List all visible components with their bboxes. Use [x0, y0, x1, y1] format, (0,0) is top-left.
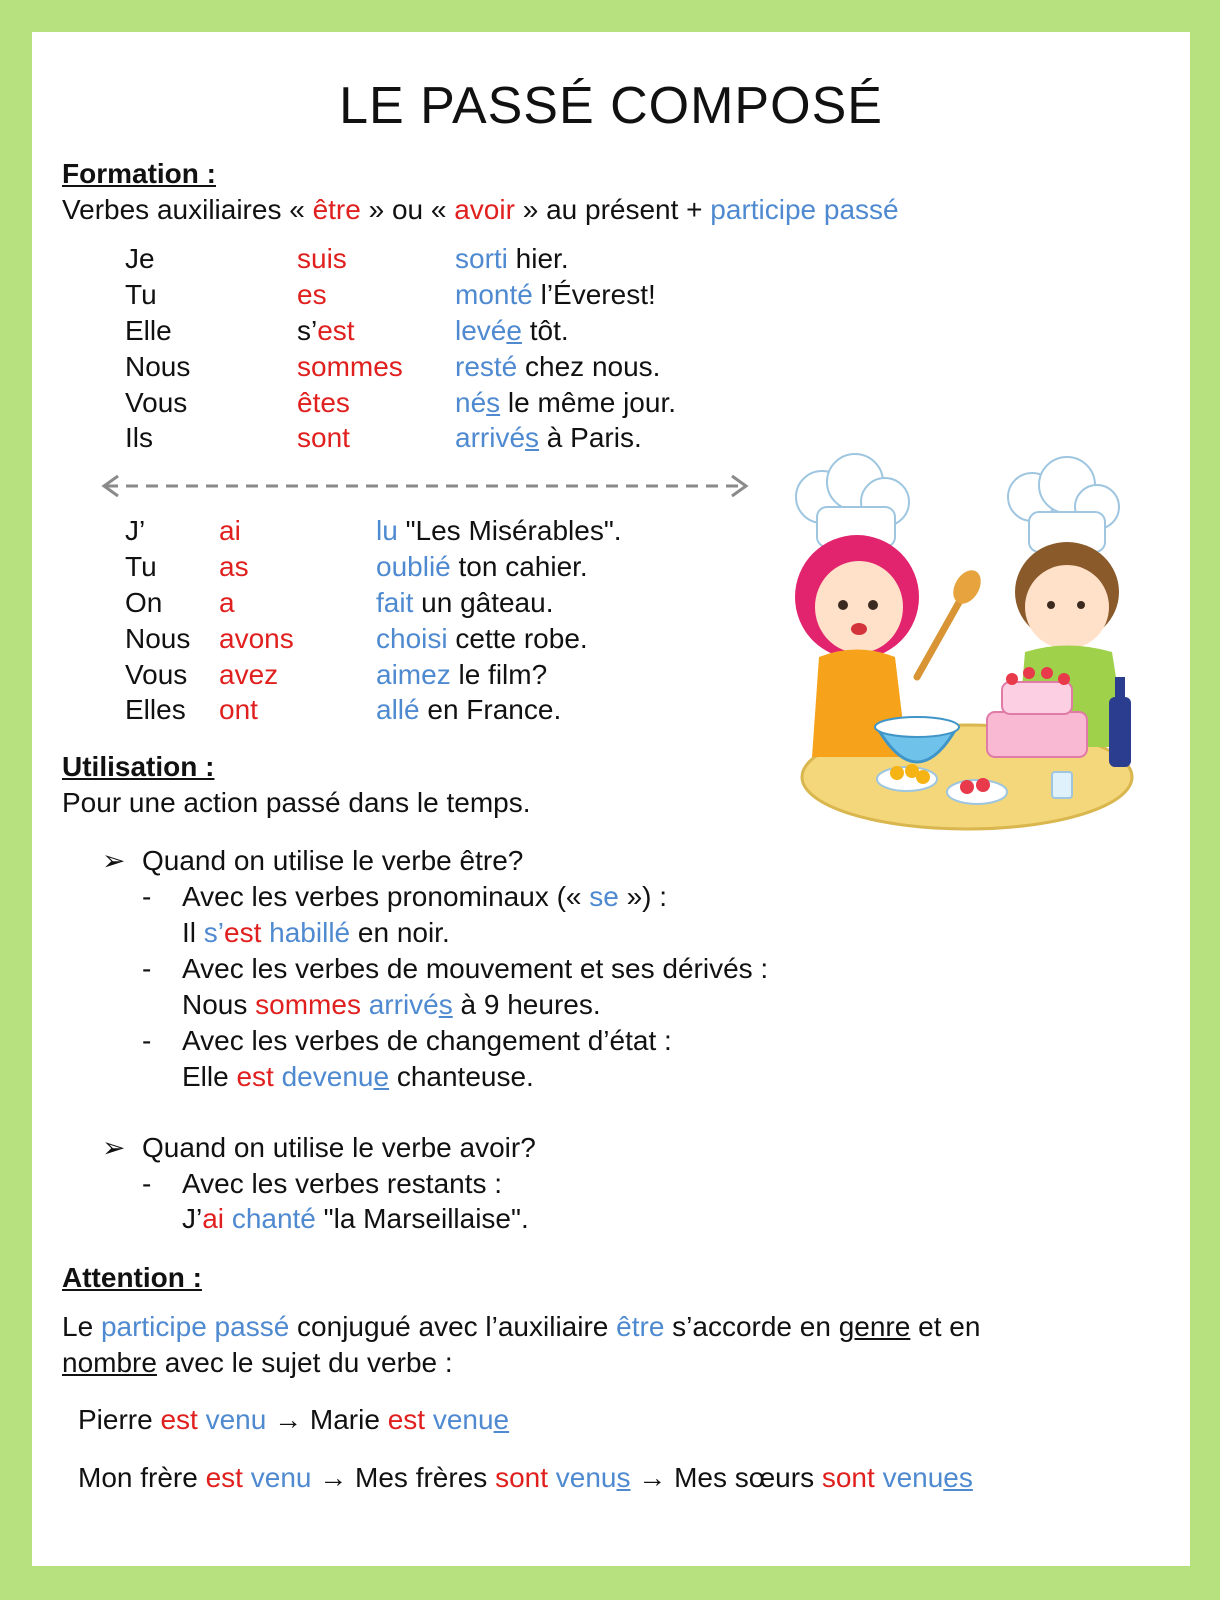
- etre-example-1: Il s’est habillé en noir.: [182, 917, 450, 948]
- right-arrow-icon: →: [266, 1404, 310, 1435]
- boy-chef-hat: [1008, 457, 1119, 552]
- utilisation-text: Pour une action passé dans le temps.: [62, 787, 531, 818]
- avoir-question: Quand on utilise le verbe avoir?: [142, 1132, 536, 1163]
- agreement-example-1: Pierre est venu → Marie est venue: [78, 1404, 510, 1435]
- etre-point-changement: Avec les verbes de changement d’état :: [182, 1025, 672, 1056]
- agreement-example-2: Mon frère est venu → Mes frères sont venus → Mes sœurs sont venues: [78, 1462, 973, 1493]
- dash-bullet: -: [142, 881, 152, 912]
- attention-rule-line2: nombre avec le sujet du verbe :: [62, 1347, 453, 1378]
- page-title: LE PASSÉ COMPOSÉ: [339, 77, 883, 135]
- worksheet-card: LE PASSÉ COMPOSÉ Formation : Verbes auxiliaires « être » ou « avoir » au présent + participe passé Je suis sorti hier. Tu es monté l’Éverest! Elle s’est levée tôt. Nous sommes resté chez nous. Vous êtes nés le même jour. Ils sont arrivés à Paris. J’ ai lu "Les Misérables". Tu as oublié ton cahier. On a fait un gâteau. Nous avons choisi cette robe. Vous avez aimez le film? Elles ont allé en France. Utilisation : Pour une action passé dans le temps. ➢ Quand on utilise le verbe être? - Avec les verbes pronominaux (« se ») : Il s’est habillé en noir. - Avec les verbes de mouvement et ses dérivés : Nous sommes arrivés à 9 heures. - Avec les verbes de changement d’état : Elle est devenue chanteuse. ➢ Quand on utilise le verbe avoir? - Avec les verbes restants : J’ai chanté "la Marseillaise". Attention : Le participe passé conjugué avec l’auxiliaire être s’accorde en genre et en nombre avec le sujet du verbe : Pierre est venu → Marie est venue Mon frère est venu → Mes frères sont venus → Mes sœurs sont venues: [32, 32, 1190, 1566]
- dash-bullet: -: [142, 1025, 152, 1056]
- children-baking-illustration: [767, 457, 1167, 837]
- etre-point-mouvement: Avec les verbes de mouvement et ses dérivés :: [182, 953, 769, 984]
- bullet-arrow-icon: ➢: [102, 845, 126, 876]
- attention-rule-line1: Le participe passé conjugué avec l’auxiliaire être s’accorde en genre et en: [62, 1311, 981, 1342]
- formation-intro: Verbes auxiliaires « être » ou « avoir » au présent + participe passé: [62, 194, 899, 225]
- utilisation-heading: Utilisation :: [62, 751, 215, 782]
- right-arrow-icon: →: [630, 1462, 675, 1493]
- avoir-point-restants: Avec les verbes restants :: [182, 1168, 503, 1199]
- formation-heading: Formation :: [62, 158, 216, 189]
- dashed-double-arrow: [100, 474, 750, 498]
- right-arrow-icon: →: [311, 1462, 356, 1493]
- etre-question: Quand on utilise le verbe être?: [142, 845, 524, 876]
- bullet-arrow-icon: ➢: [102, 1132, 126, 1163]
- etre-example-3: Elle est devenue chanteuse.: [182, 1061, 534, 1092]
- attention-heading: Attention :: [62, 1262, 202, 1293]
- girl-chef-hat: [796, 454, 909, 547]
- dash-bullet: -: [142, 1168, 152, 1199]
- etre-example-2: Nous sommes arrivés à 9 heures.: [182, 989, 601, 1020]
- avoir-example-1: J’ai chanté "la Marseillaise".: [182, 1203, 529, 1234]
- dash-bullet: -: [142, 953, 152, 984]
- etre-point-pronominal: Avec les verbes pronominaux (« se ») :: [182, 881, 668, 912]
